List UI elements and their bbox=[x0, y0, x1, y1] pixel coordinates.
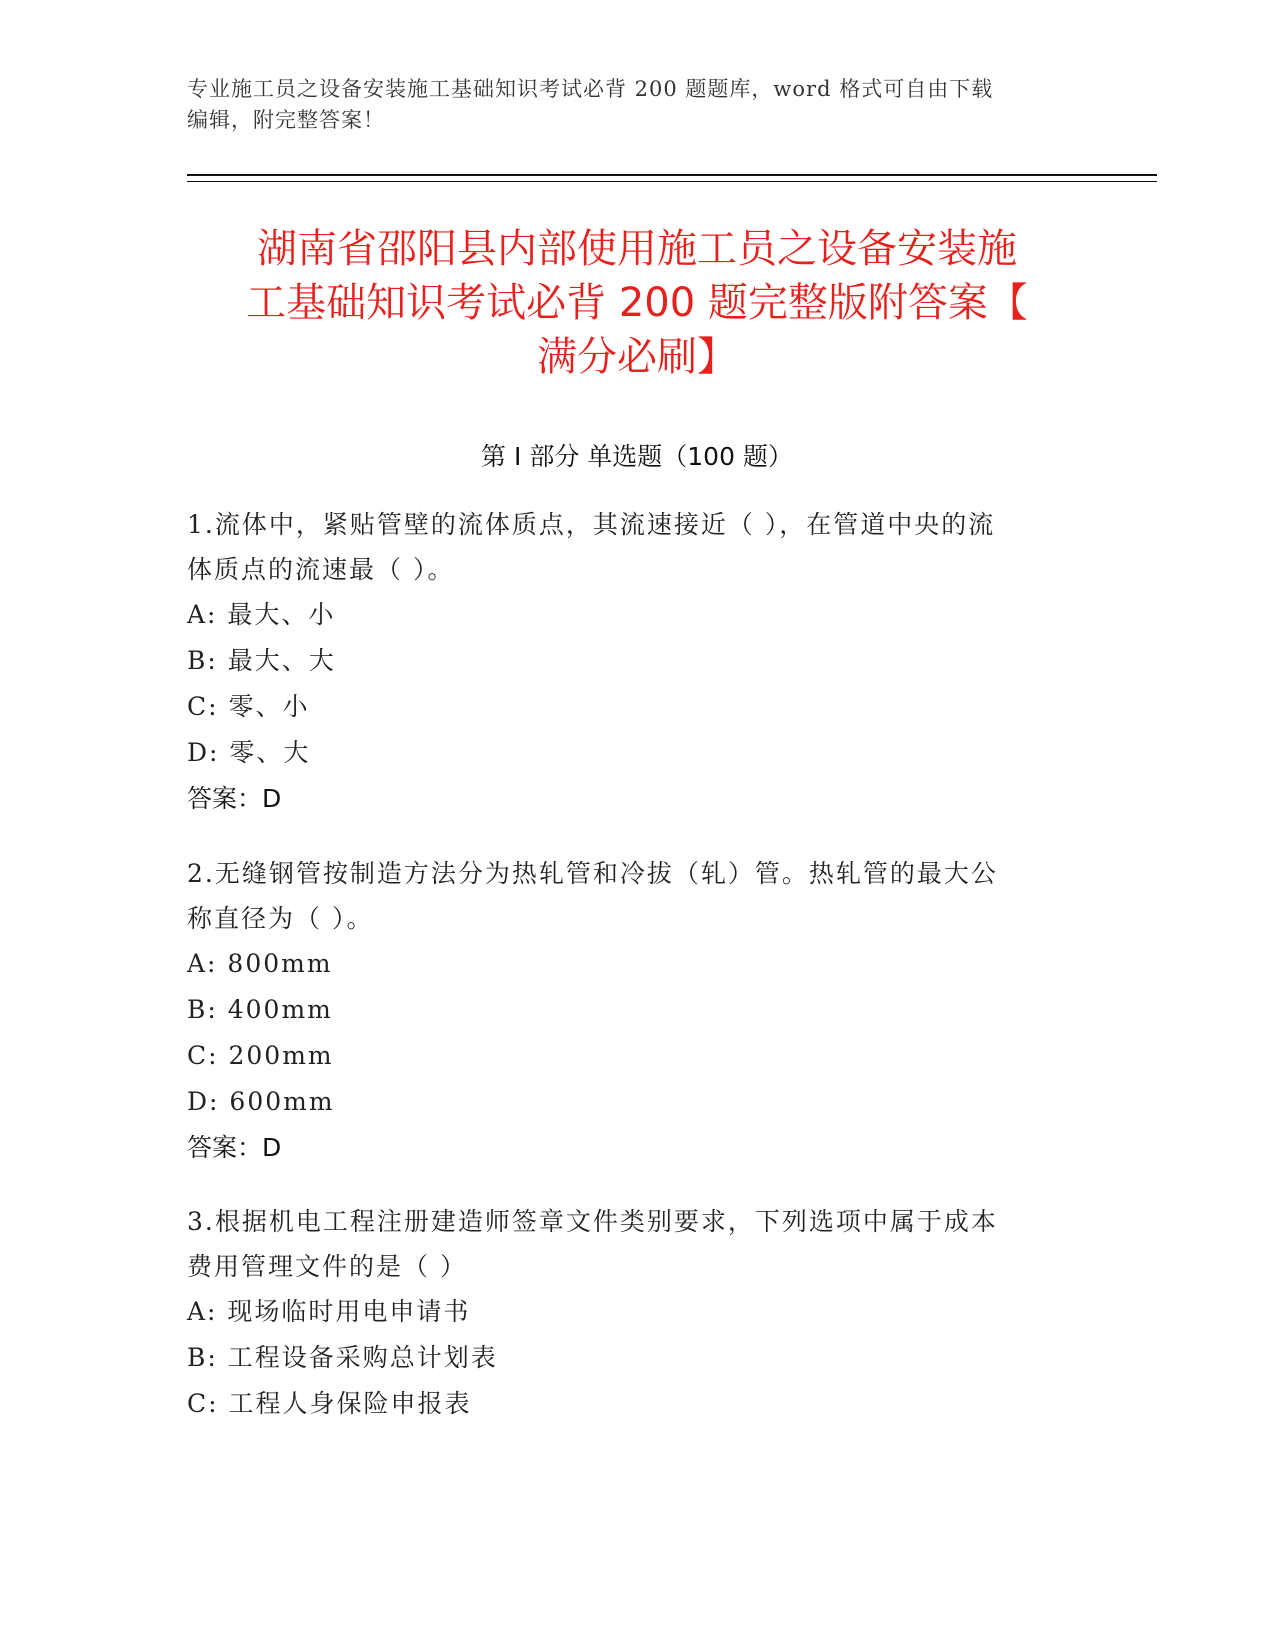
header-note-line-2: 编辑，附完整答案！ bbox=[187, 108, 385, 132]
document-title bbox=[187, 222, 1087, 384]
question-2 bbox=[187, 851, 1087, 1171]
question-stem-line-1: 3.根据机电工程注册建造师签章文件类别要求，下列选项中属于成本 bbox=[187, 1207, 998, 1236]
option-d: D: 零、大 bbox=[187, 738, 311, 767]
option-a: A: 现场临时用电申请书 bbox=[187, 1297, 471, 1326]
option-b: B: 400mm bbox=[187, 995, 333, 1024]
question-stem-line-1: 2.无缝钢管按制造方法分为热轧管和冷拔（轧）管。热轧管的最大公 bbox=[187, 859, 998, 888]
option-b: B: 最大、大 bbox=[187, 646, 336, 675]
question-stem bbox=[187, 502, 1087, 592]
header-rule-thin bbox=[187, 181, 1157, 182]
question-stem-line-1: 1.流体中，紧贴管壁的流体质点，其流速接近（ ），在管道中央的流 bbox=[187, 510, 996, 539]
section-title: 第 I 部分 单选题（100 题） bbox=[481, 442, 793, 471]
header-note bbox=[187, 74, 1087, 136]
option-c: C: 工程人身保险申报表 bbox=[187, 1389, 472, 1418]
question-stem-line-2: 称直径为（ ）。 bbox=[187, 904, 374, 933]
question-stem-line-2: 体质点的流速最（ ）。 bbox=[187, 555, 455, 584]
option-d: D: 600mm bbox=[187, 1087, 335, 1116]
option-c: C: 零、小 bbox=[187, 692, 310, 721]
question-1 bbox=[187, 502, 1087, 822]
option-a: A: 800mm bbox=[187, 949, 333, 978]
question-stem-line-2: 费用管理文件的是（ ） bbox=[187, 1252, 467, 1281]
answer: 答案：D bbox=[187, 784, 282, 813]
document-title-line-1: 湖南省邵阳县内部使用施工员之设备安装施 bbox=[257, 226, 1017, 272]
header-rule-thick bbox=[187, 174, 1157, 176]
question-stem bbox=[187, 1199, 1087, 1289]
question-stem bbox=[187, 851, 1087, 941]
answer: 答案：D bbox=[187, 1133, 282, 1162]
document-title-line-2: 工基础知识考试必背 200 题完整版附答案【 bbox=[246, 280, 1028, 326]
option-a: A: 最大、小 bbox=[187, 600, 336, 629]
option-b: B: 工程设备采购总计划表 bbox=[187, 1343, 498, 1372]
option-c: C: 200mm bbox=[187, 1041, 334, 1070]
header-note-line-1: 专业施工员之设备安装施工基础知识考试必背 200 题题库，word 格式可自由下载 bbox=[187, 77, 994, 101]
document-title-line-3: 满分必刷】 bbox=[537, 334, 737, 380]
question-3 bbox=[187, 1199, 1087, 1427]
